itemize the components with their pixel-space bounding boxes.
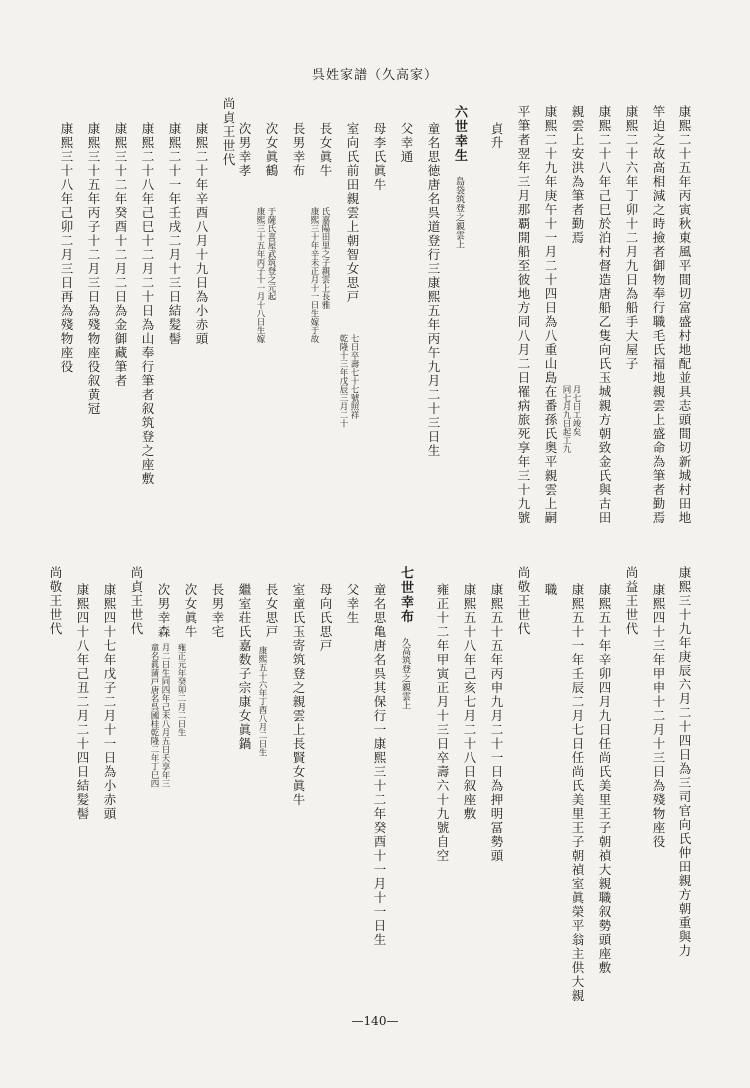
page-number: —140— <box>351 1014 399 1028</box>
text-column: 父幸通 <box>399 122 414 164</box>
text-column: 康熙二十八年己巳於泊村督造唐船乙隻向氏玉城親方朝致金氏與古田 <box>597 105 612 525</box>
text-column: 康熙二十年辛酉八月十九日為小赤頭 <box>194 122 209 346</box>
text-column: 父幸生 <box>345 583 360 625</box>
text-column: 職 <box>543 583 558 597</box>
text-column: 長女眞牛 <box>318 122 333 178</box>
text-column: 尚敬王世代 <box>48 566 63 636</box>
annotation: 七日卒壽七十七號照祥 <box>349 334 359 419</box>
text-column: 康熙五十年辛卯四月九日任尚氏美里王子朝禎大親職叙勢頭座敷 <box>597 583 612 975</box>
annotation: 月七日工竣矣 <box>571 385 581 436</box>
text-column: 室童氏玉寄筑登之親雲上長賢女眞牛 <box>291 583 306 807</box>
text-column: 康熙四十三年甲申十二月十三日為殘物座役 <box>651 583 666 849</box>
annotation: 氏嘉陽田里之子親雲上長雅 <box>320 207 330 309</box>
annotation: 童名眞蒲戸唐名呉國桂乾隆二年丁巳四 <box>149 643 159 788</box>
text-column: 室向氏前田親雲上朝智女思戸 <box>345 122 360 304</box>
text-column: 康熙三十九年庚辰六月二十四日為三司官向氏仲田親方朝重與力 <box>677 566 692 958</box>
text-column: 親雲上安洪為筆者勤焉 <box>570 105 585 245</box>
page-header: 呉姓家譜（久高家） <box>311 68 438 83</box>
text-column: 康熙三十二年癸酉十二月二日為金御藏筆者 <box>113 122 128 388</box>
generation-heading <box>399 566 413 709</box>
text-column: 平筆者翌年三月那覇開船至彼地方同八月二日罹病旅死享年三十九號 <box>516 105 531 525</box>
annotation: 康熙五十六年丁酉八月二日生 <box>257 646 267 757</box>
annotation: 于薩氏喜屋武筑登之元起 <box>266 207 276 301</box>
annotation: 同七月九日起工九 <box>561 385 571 453</box>
text-column: 康熙二十六年丁卯十二月九日為船手大屋子 <box>624 105 639 371</box>
text-column: 尚貞王世代 <box>221 97 236 167</box>
annotation: 雍正元年癸卯二月二日生 <box>176 643 186 737</box>
text-column: 康熙三十八年己卯二月三日再為殘物座役 <box>59 122 74 374</box>
text-column: 貞升 <box>489 122 504 150</box>
text-column: 繼室荘氏嘉数子宗康女眞鍋 <box>237 583 252 751</box>
annotation: 康熙三十五年丙子十一月十八日生嫁 <box>255 207 265 343</box>
annotation: 乾隆十三年戊辰三月二十 <box>338 334 348 428</box>
text-column: 次男幸孝 <box>237 122 252 178</box>
text-column: 尚貞王世代 <box>129 566 144 636</box>
generation-title: 六世幸生 <box>452 105 467 163</box>
generation-note: 久高筑登之親雲上 <box>400 637 410 710</box>
text-column: 尚益王世代 <box>624 566 639 636</box>
generation-heading <box>453 105 467 248</box>
text-column: 長男幸布 <box>291 122 306 178</box>
text-column: 竿迫之故高相減之時撿者御物奉行職毛氏福地親雲上盛命為筆者勤焉 <box>651 105 666 525</box>
annotation: 月二日生同四年己未八月五日夭享年三 <box>160 643 170 788</box>
text-column: 康熙二十五年丙寅秋東風平間切富盛村地配並具志頭間切新城村田地 <box>677 105 692 525</box>
generation-title: 七世幸布 <box>398 566 413 624</box>
text-column: 次女眞牛 <box>183 583 198 639</box>
text-column: 康熙三十五年丙子十二月三日為殘物座役叙黄冠 <box>86 122 101 416</box>
text-column: 康熙四十七年戊子二月十一日為小赤頭 <box>102 583 117 821</box>
text-column: 次女眞鶴 <box>264 122 279 178</box>
text-column: 康熙五十八年己亥七月二十八日叙座敷 <box>462 583 477 821</box>
generation-note: 島袋筑登之親雲上 <box>454 176 464 249</box>
text-column: 康熙五十一年壬辰二月七日任尚氏美里王子朝禎室眞榮平翁主供大親 <box>570 583 585 1003</box>
text-column: 康熙四十八年己丑二月二十四日結髪髻 <box>75 583 90 821</box>
text-column: 童名思徳唐名呉道登行三康熙五年丙午九月二十三日生 <box>426 122 441 458</box>
text-column: 康熙二十九年庚午十一月二十四日為八重山島在番孫氏奥平親雲上嗣 <box>543 105 558 525</box>
text-column: 長女思戸 <box>264 583 279 639</box>
annotation: 康熙三十年辛未正月十一日生嫁于故 <box>309 207 319 343</box>
text-column: 長男幸宅 <box>210 583 225 639</box>
text-column: 康熙二十八年己巳十二月二十日為山奉行筆者叙筑登之座敷 <box>140 122 155 486</box>
text-column: 康熙二十一年壬戌二月十三日結髪髻 <box>167 122 182 346</box>
text-column: 母李氏眞牛 <box>372 122 387 192</box>
text-column: 童名思亀唐名呉其保行一康熙三十二年癸酉十一月十一日生 <box>372 583 387 947</box>
text-column: 次男幸森 <box>156 583 171 639</box>
text-column: 康熙五十五年丙申九月二十一日為押明冨勢頭 <box>489 583 504 863</box>
text-column: 尚敬王世代 <box>516 566 531 636</box>
text-column: 母向氏思戸 <box>318 583 333 653</box>
text-column: 雍正十二年甲寅正月十三日卒壽六十九號自空 <box>435 583 450 863</box>
